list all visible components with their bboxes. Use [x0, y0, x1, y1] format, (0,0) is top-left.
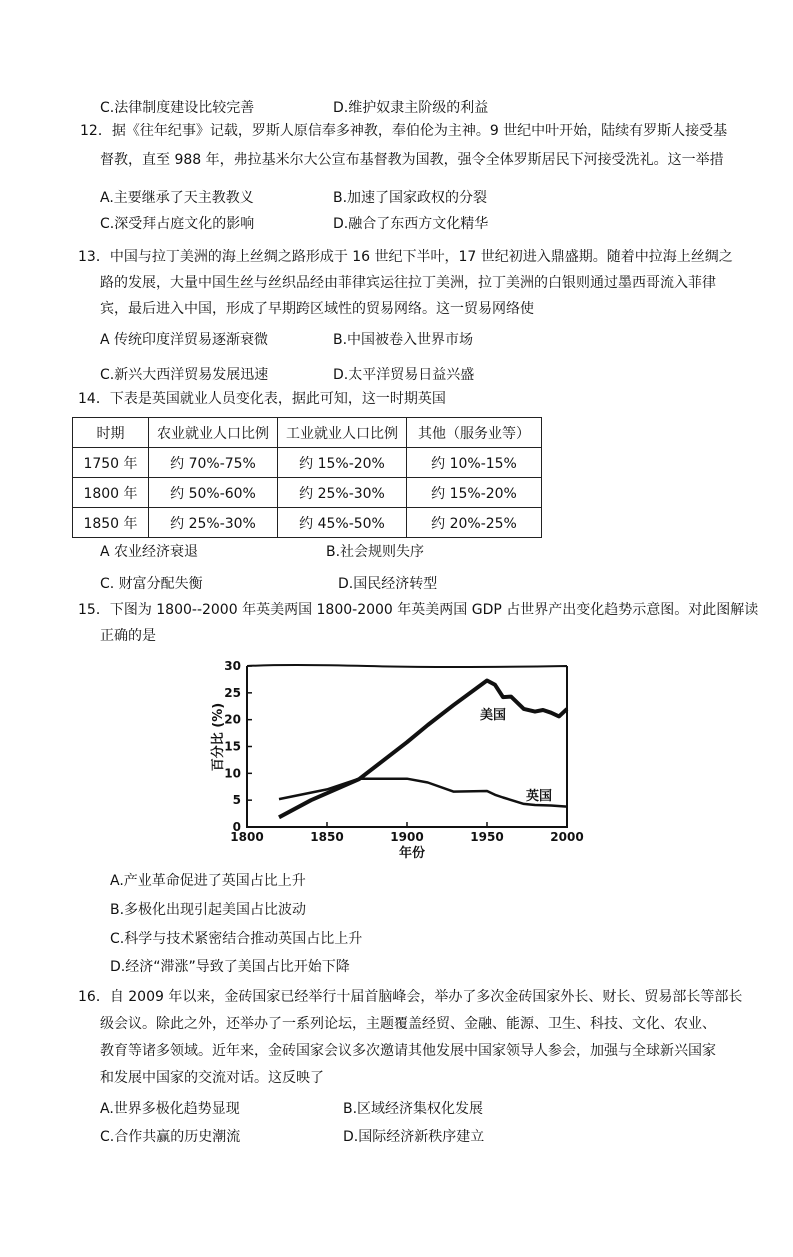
q13-stem-line1: 13．中国与拉丁美洲的海上丝绸之路形成于 16 世纪下半叶，17 世纪初进入鼎盛期。随着中拉海上丝绸之: [78, 249, 733, 265]
y-tick-label: 10: [224, 766, 241, 781]
q14-option-a: A 农业经济衰退: [100, 544, 199, 560]
table-cell: 约 15%-20%: [407, 478, 542, 508]
table-cell: 约 70%-75%: [149, 448, 278, 478]
q16-option-d: D.国际经济新秩序建立: [343, 1129, 485, 1145]
q11-option-c: C.法律制度建设比较完善: [100, 100, 255, 116]
header-cell: 工业就业人口比例: [278, 418, 407, 448]
series-line-uk: [279, 779, 567, 807]
y-tick-label: 0: [232, 820, 241, 834]
x-tick-label: 1850: [310, 830, 344, 844]
x-tick-label: 1800: [230, 830, 264, 844]
table-row: [73, 448, 542, 478]
q13-option-c: C.新兴大西洋贸易发展迅速: [100, 367, 269, 383]
x-tick-label: 2000: [550, 830, 584, 844]
table-cell: 约 50%-60%: [149, 478, 278, 508]
q13-option-b: B.中国被卷入世界市场: [333, 332, 474, 348]
series-line-us: [279, 681, 567, 818]
series-label-uk: 英国: [526, 789, 553, 804]
table-cell: 约 10%-15%: [407, 448, 542, 478]
series-lines: [279, 681, 567, 818]
header-cell: 其他（服务业等）: [407, 418, 542, 448]
y-tick-label: 5: [232, 793, 241, 808]
q13-option-d: D.太平洋贸易日益兴盛: [333, 367, 475, 383]
q15-option-d: D.经济“滞涨”导致了美国占比开始下降: [110, 959, 350, 975]
q16-option-b: B.区域经济集权化发展: [343, 1101, 484, 1117]
q16-option-c: C.合作共赢的历史潮流: [100, 1129, 241, 1145]
q15-option-c: C.科学与技术紧密结合推动英国占比上升: [110, 931, 363, 947]
q15-option-b: B.多极化出现引起美国占比波动: [110, 902, 307, 918]
series-label-us: 美国: [480, 708, 507, 723]
y-tick-label: 30: [224, 659, 241, 673]
q14-stem: 14．下表是英国就业人员变化表，据此可知，这一时期英国: [78, 391, 446, 407]
employment-table: [72, 417, 542, 538]
q16-stem-line1: 16．自 2009 年以来，金砖国家已经举行十届首脑峰会，举办了多次金砖国家外长、财长、贸易部长等部长: [78, 989, 743, 1005]
table-header-row: [73, 418, 542, 448]
table-cell: 约 25%-30%: [278, 478, 407, 508]
q13-stem-line3: 宾，最后进入中国，形成了早期跨区域性的贸易网络。这一贸易网络使: [100, 301, 534, 317]
q15-stem-line1: 15．下图为 1800--2000 年英美两国 1800-2000 年英美两国 GDP 占世界产出变化趋势示意图。对此图解读: [78, 602, 759, 618]
x-tick-group: [230, 822, 583, 844]
q15-option-a: A.产业革命促进了英国占比上升: [110, 873, 306, 889]
x-tick-label: 1950: [470, 830, 504, 844]
q12-option-b: B.加速了国家政权的分裂: [333, 190, 488, 206]
x-tick-label: 1900: [390, 830, 424, 844]
q14-option-c: C. 财富分配失衡: [100, 576, 203, 592]
table-cell: 约 25%-30%: [149, 508, 278, 538]
table-cell: 1850 年: [73, 508, 149, 538]
q12-stem-line1: 12．据《往年纪事》记载，罗斯人原信奉多神教，奉伯伦为主神。9 世纪中叶开始，陆续有罗斯人接受基: [80, 123, 728, 139]
q13-option-a: A 传统印度洋贸易逐渐衰微: [100, 332, 269, 348]
table-cell: 1750 年: [73, 448, 149, 478]
table-cell: 1800 年: [73, 478, 149, 508]
gdp-share-chart: [200, 655, 600, 865]
q12-option-a: A.主要继承了天主教教义: [100, 190, 254, 206]
q13-stem-line2: 路的发展，大量中国生丝与丝织品经由菲律宾运往拉丁美洲，拉丁美洲的白银则通过墨西哥流入菲律: [100, 275, 716, 291]
q12-stem-line2: 督教，直至 988 年，弗拉基米尔大公宣布基督教为国教，强令全体罗斯居民下河接受洗礼。这一举措: [100, 152, 724, 168]
y-tick-label: 20: [224, 712, 241, 727]
y-tick-label: 25: [224, 685, 241, 700]
q16-stem-line4: 和发展中国家的交流对话。这反映了: [100, 1070, 324, 1086]
q15-stem-line2: 正确的是: [100, 628, 156, 644]
q16-stem-line3: 教育等诸多领域。近年来，金砖国家会议多次邀请其他发展中国家领导人参会，加强与全球新兴国家: [100, 1043, 716, 1059]
table-row: [73, 508, 542, 538]
q14-option-b: B.社会规则失序: [326, 544, 425, 560]
q11-option-d: D.维护奴隶主阶级的利益: [333, 100, 489, 116]
table-cell: 约 15%-20%: [278, 448, 407, 478]
table-cell: 约 45%-50%: [278, 508, 407, 538]
q12-option-c: C.深受拜占庭文化的影响: [100, 216, 255, 232]
q16-option-a: A.世界多极化趋势显现: [100, 1101, 240, 1117]
y-axis-label: 百分比 (%): [211, 702, 226, 772]
q16-stem-line2: 级会议。除此之外，还举办了一系列论坛，主题覆盖经贸、金融、能源、卫生、科技、文化、农业、: [100, 1016, 716, 1032]
header-cell: 时期: [73, 418, 149, 448]
table-cell: 约 20%-25%: [407, 508, 542, 538]
table-row: [73, 478, 542, 508]
header-cell: 农业就业人口比例: [149, 418, 278, 448]
y-tick-label: 15: [224, 739, 241, 754]
x-axis-label: 年份: [398, 846, 426, 861]
q12-option-d: D.融合了东西方文化精华: [333, 216, 489, 232]
q14-option-d: D.国民经济转型: [338, 576, 438, 592]
